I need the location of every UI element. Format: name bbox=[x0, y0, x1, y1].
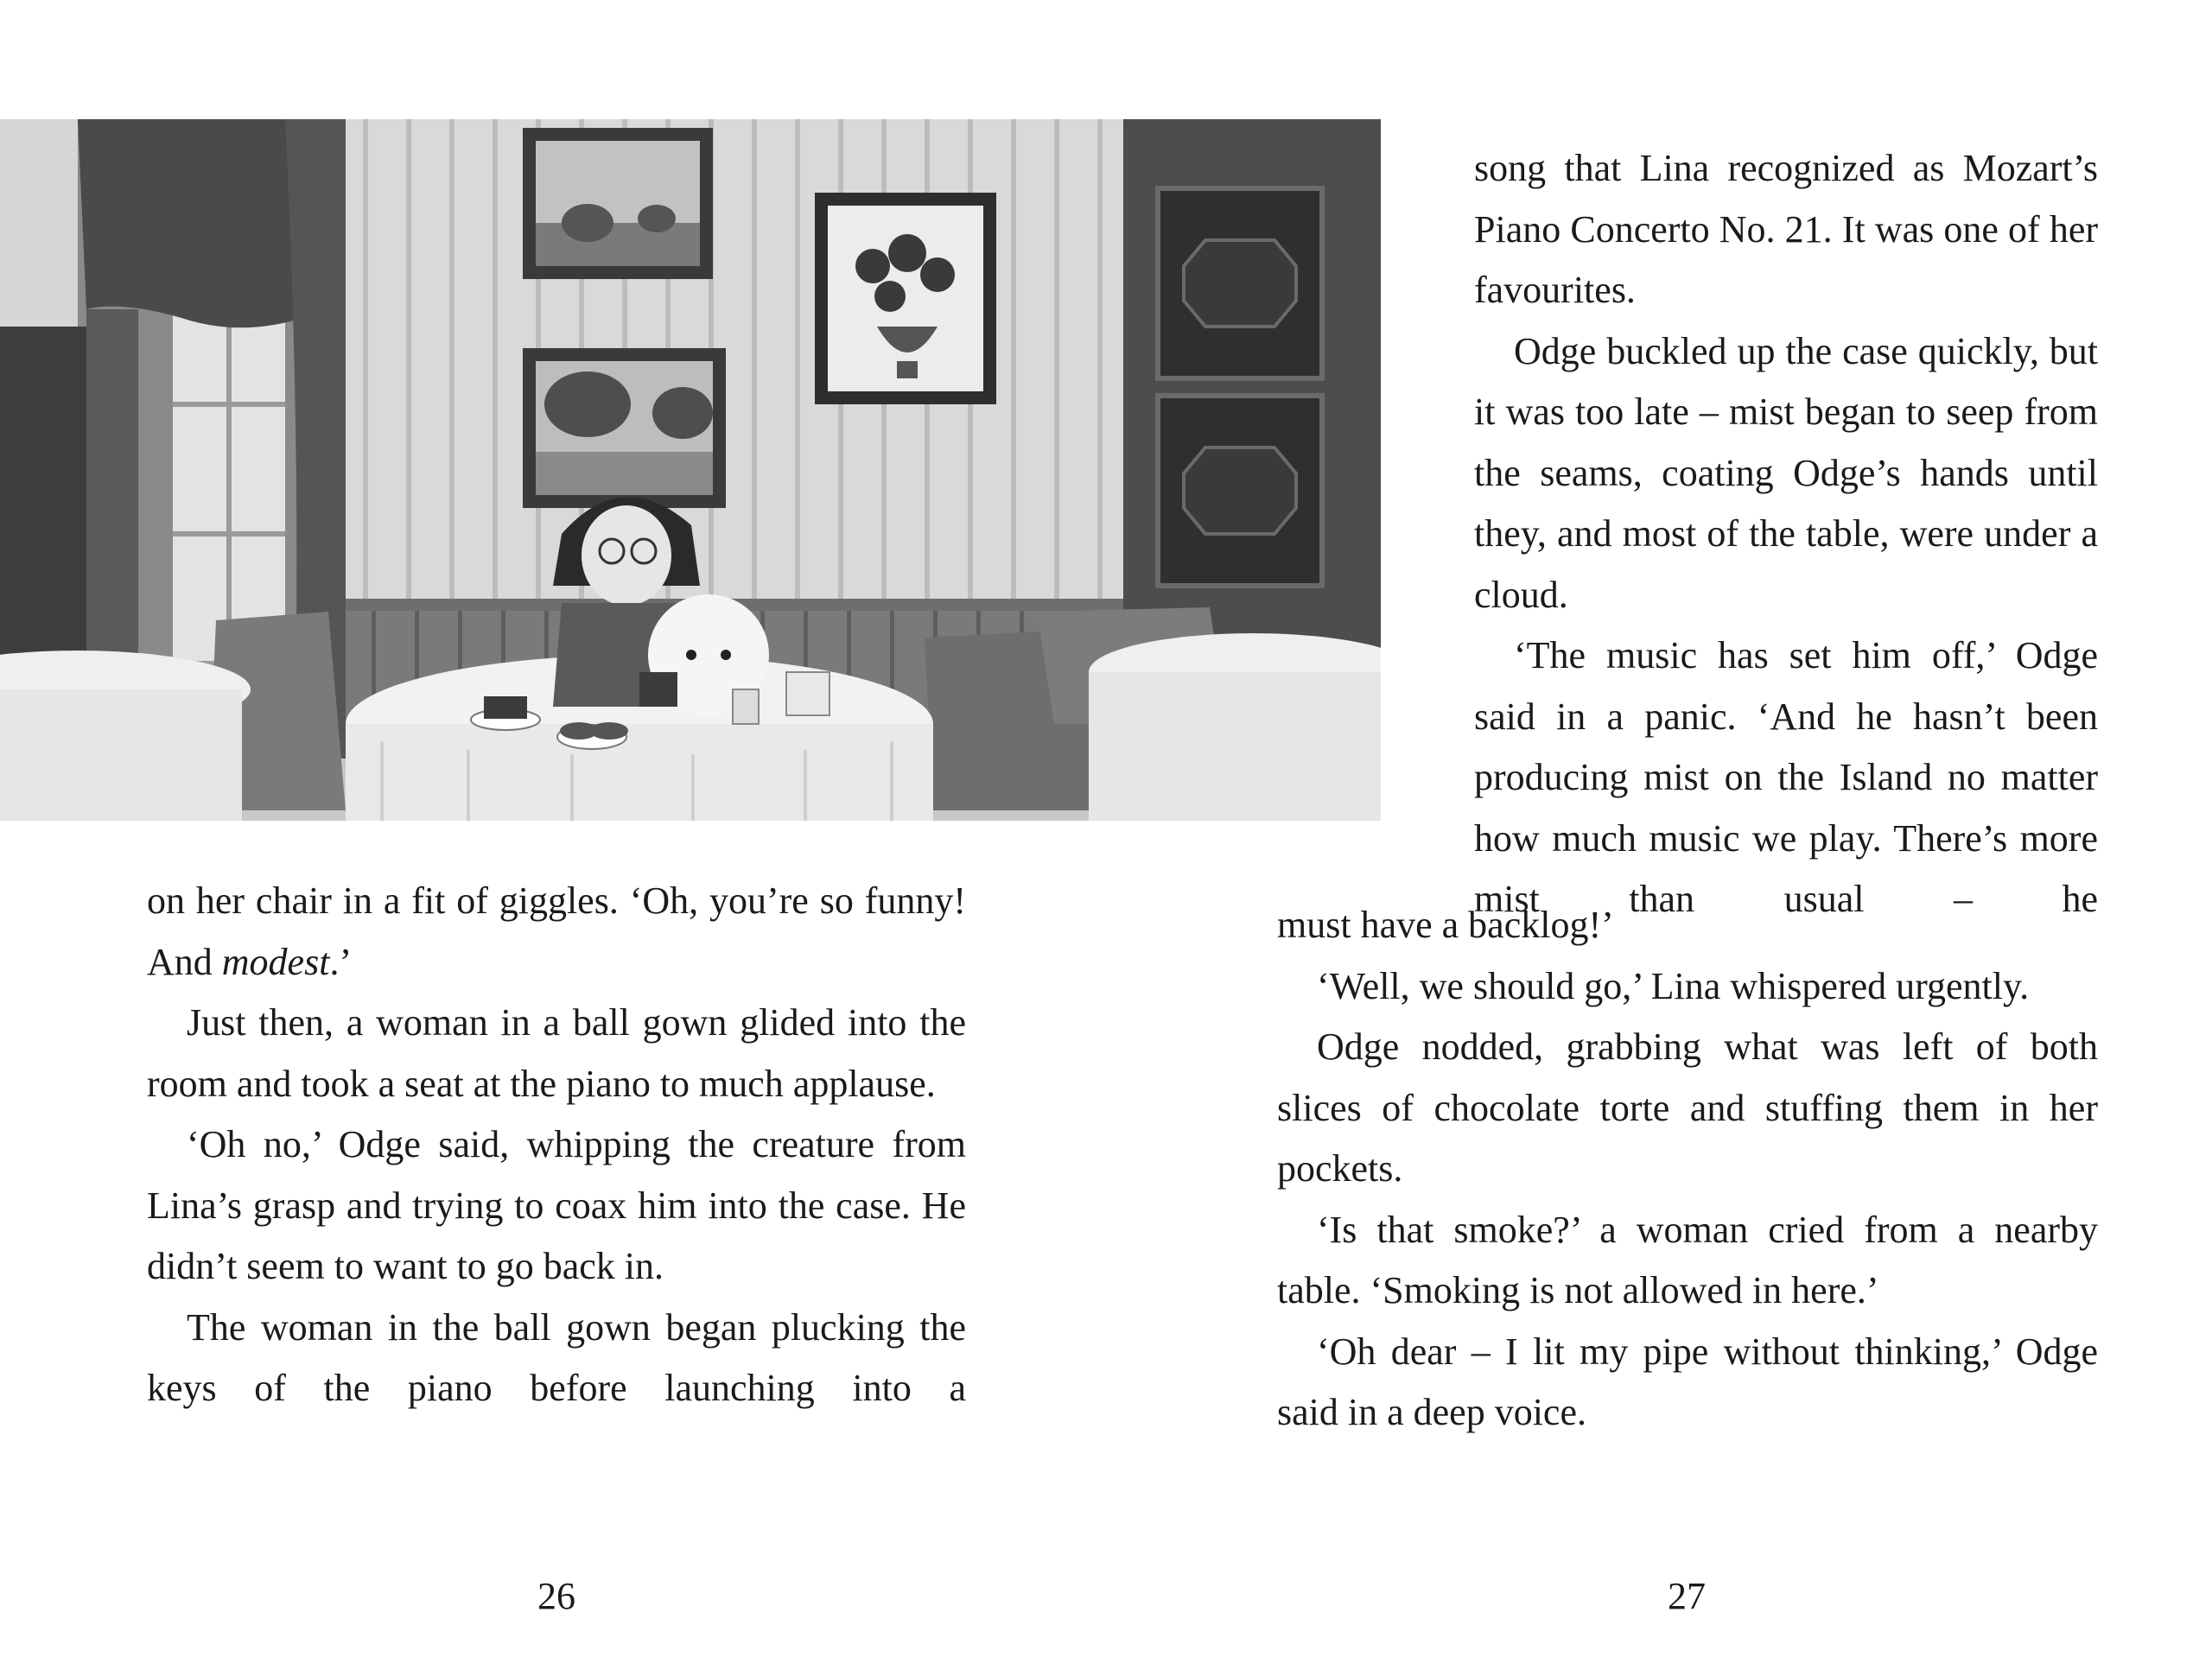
right-page-text-top bbox=[1474, 138, 2098, 930]
paragraph: Odge nodded, grabbing what was left of both slices of chocolate torte and stuffing them in her pockets. bbox=[1277, 1025, 2098, 1190]
paragraph-text-end: .’ bbox=[329, 940, 353, 983]
paragraph: ‘Well, we should go,’ Lina whispered urgently. bbox=[1317, 964, 2030, 1007]
page-number-left: 26 bbox=[537, 1575, 575, 1617]
paragraph bbox=[147, 871, 966, 993]
paragraph: song that Lina recognized as Mozart’s Piano Concerto No. 21. It was one of her favourites. bbox=[1474, 147, 2098, 311]
right-page-text-bottom bbox=[1277, 895, 2098, 1444]
illustration-dining-room bbox=[0, 119, 1381, 821]
paragraph: ‘Oh no,’ Odge said, whipping the creature from Lina’s grasp and trying to coax him into the case. He didn’t seem to want to go back in. bbox=[147, 1123, 966, 1287]
emphasis-text: modest bbox=[221, 940, 330, 983]
paragraph-text-start: on her chair in a fit of giggles. ‘Oh, you’re so funny! And bbox=[147, 879, 966, 983]
paragraph: ‘Oh dear – I lit my pipe without thinking,’ Odge said in a deep voice. bbox=[1277, 1330, 2098, 1433]
dining-room-illustration-icon bbox=[0, 119, 1381, 821]
left-page-text bbox=[147, 871, 966, 1419]
painting-flower-vase bbox=[815, 193, 996, 404]
paragraph: ‘The music has set him off,’ Odge said in a panic. ‘And he hasn’t been producing mist on the Island no matter how much music we play. There’s more mist than usual – he bbox=[1474, 634, 2098, 920]
page-number-right: 27 bbox=[1668, 1575, 1706, 1617]
paragraph: The woman in the ball gown began plucking the keys of the piano before launching into a bbox=[147, 1305, 966, 1409]
painting-landscape-top bbox=[523, 128, 713, 279]
paragraph: ‘Is that smoke?’ a woman cried from a nearby table. ‘Smoking is not allowed in here.’ bbox=[1277, 1208, 2098, 1311]
paragraph: Odge buckled up the case quickly, but it was too late – mist began to seep from the seams, coating Odge’s hands until they, and most of the table, were under a cloud. bbox=[1474, 329, 2098, 616]
paragraph: Just then, a woman in a ball gown glided into the room and took a seat at the piano to much applause. bbox=[147, 1001, 966, 1105]
painting-landscape-bottom bbox=[523, 348, 726, 508]
paragraph: must have a backlog!’ bbox=[1277, 904, 1614, 946]
